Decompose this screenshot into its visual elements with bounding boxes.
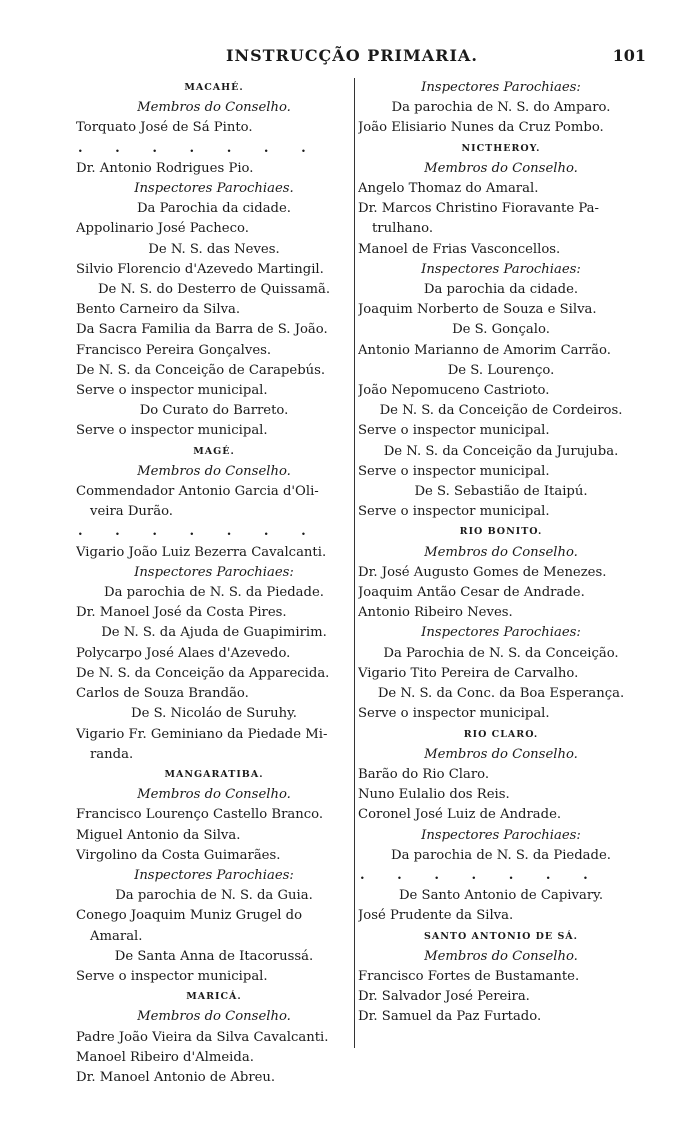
place-heading: MANGARATIBA. xyxy=(164,768,264,780)
parish-line: Da parochia da cidade. xyxy=(423,282,579,298)
text-line: Dr. José Augusto Gomes de Menezes. xyxy=(358,564,607,580)
text-line: Manoel de Frias Vasconcellos. xyxy=(358,241,561,257)
parish-line: De N. S. das Neves. xyxy=(148,241,280,257)
text-line: Appolinario José Pacheco. xyxy=(76,221,249,237)
section-heading: Membros do Conselho. xyxy=(137,1009,291,1025)
text-line: Vigario Tito Pereira de Carvalho. xyxy=(358,665,579,681)
ellipsis-line: . . . . . . . xyxy=(78,140,320,156)
text-line: José Prudente da Silva. xyxy=(358,908,514,924)
text-line: Torquato José de Sá Pinto. xyxy=(76,120,253,136)
text-line: Nuno Eulalio dos Reis. xyxy=(358,787,510,803)
text-line: veira Durão. xyxy=(90,504,173,520)
text-line: Commendador Antonio Garcia d'Oli- xyxy=(76,484,319,500)
section-heading: Inspectores Parochiaes: xyxy=(134,564,294,580)
text-line: Carlos de Souza Brandão. xyxy=(76,686,249,702)
text-line: Miguel Antonio da Silva. xyxy=(76,827,241,843)
text-line: Dr. Antonio Rodrigues Pio. xyxy=(76,160,254,176)
text-line: Silvio Florencio d'Azevedo Martingil. xyxy=(76,261,324,277)
section-heading: Inspectores Parochiaes: xyxy=(421,827,581,843)
text-line: Vigario João Luiz Bezerra Cavalcanti. xyxy=(76,544,327,560)
page-header xyxy=(76,46,646,72)
right-column xyxy=(358,78,644,1028)
text-line: Coronel José Luiz de Andrade. xyxy=(358,807,562,823)
column-divider xyxy=(354,78,355,1048)
text-line: De N. S. da Conceição da Apparecida. xyxy=(76,665,330,681)
text-line: Bento Carneiro da Silva. xyxy=(76,302,241,318)
parish-line: De Santo Antonio de Capivary. xyxy=(398,888,604,904)
text-line: trulhano. xyxy=(372,221,434,237)
parish-line: Da Parochia da cidade. xyxy=(136,201,291,217)
text-line: Francisco Lourenço Castello Branco. xyxy=(76,807,324,823)
place-heading: NICTHEROY. xyxy=(461,142,541,154)
section-heading: Membros do Conselho. xyxy=(137,100,291,116)
section-heading: Membros do Conselho. xyxy=(424,746,578,762)
text-line: Virgolino da Costa Guimarães. xyxy=(76,847,281,863)
text-line: Da Sacra Familia da Barra de S. João. xyxy=(76,322,328,338)
parish-line: Da parochia de N. S. da Guia. xyxy=(115,888,313,904)
page-number: 101 xyxy=(612,46,646,65)
parish-line: Do Curato do Barreto. xyxy=(139,403,289,419)
text-line: Barão do Rio Claro. xyxy=(358,766,490,782)
running-title: INSTRUCÇÃO PRIMARIA. xyxy=(226,46,478,65)
text-line: Amaral. xyxy=(90,928,143,944)
section-heading: Inspectores Parochiaes: xyxy=(421,625,581,641)
text-line: Manoel Ribeiro d'Almeida. xyxy=(76,1049,254,1065)
text-line: Serve o inspector municipal. xyxy=(358,504,550,520)
section-heading: Membros do Conselho. xyxy=(424,544,578,560)
section-heading: Membros do Conselho. xyxy=(137,463,291,479)
section-heading: Inspectores Parochiaes: xyxy=(134,867,294,883)
parish-line: De Santa Anna de Itacorussá. xyxy=(114,948,314,964)
place-heading: SANTO ANTONIO DE SÁ. xyxy=(423,930,578,942)
left-column xyxy=(76,78,352,1088)
text-line: Francisco Pereira Gonçalves. xyxy=(76,342,272,358)
text-line: Dr. Manoel Antonio de Abreu. xyxy=(76,1069,276,1085)
parish-line: De N. S. da Conceição da Jurujuba. xyxy=(383,443,619,459)
ellipsis-line: . . . . . . . xyxy=(78,524,320,540)
text-line: João Nepomuceno Castrioto. xyxy=(358,383,550,399)
parish-line: De N. S. da Conceição de Cordeiros. xyxy=(379,403,623,419)
parish-line: Da parochia de N. S. da Piedade. xyxy=(104,585,324,601)
text-line: João Elisiario Nunes da Cruz Pombo. xyxy=(358,120,604,136)
text-line: Serve o inspector municipal. xyxy=(76,423,268,439)
place-heading: MAGÉ. xyxy=(193,445,235,457)
text-line: Joaquim Antão Cesar de Andrade. xyxy=(358,585,585,601)
text-line: De N. S. da Conceição de Carapebús. xyxy=(76,362,326,378)
parish-line: De S. Gonçalo. xyxy=(452,322,550,338)
text-line: Antonio Marianno de Amorim Carrão. xyxy=(358,342,611,358)
section-heading: Membros do Conselho. xyxy=(137,787,291,803)
section-heading: Membros do Conselho. xyxy=(424,160,578,176)
text-line: Dr. Samuel da Paz Furtado. xyxy=(358,1009,542,1025)
parish-line: Da parochia de N. S. da Piedade. xyxy=(391,847,611,863)
text-line: Padre João Vieira da Silva Cavalcanti. xyxy=(76,1029,329,1045)
parish-line: De S. Lourenço. xyxy=(447,362,555,378)
text-line: Angelo Thomaz do Amaral. xyxy=(358,181,539,197)
text-line: Serve o inspector municipal. xyxy=(76,968,268,984)
text-line: Conego Joaquim Muniz Grugel do xyxy=(76,908,303,924)
place-heading: MACAHÉ. xyxy=(184,82,244,93)
text-line: Polycarpo José Alaes d'Azevedo. xyxy=(76,645,291,661)
text-line: Serve o inspector municipal. xyxy=(358,463,550,479)
place-heading: RIO CLARO. xyxy=(463,728,539,740)
text-line: Dr. Marcos Christino Fioravante Pa- xyxy=(358,201,599,217)
text-line: Dr. Salvador José Pereira. xyxy=(358,989,530,1005)
text-line: Joaquim Norberto de Souza e Silva. xyxy=(358,302,597,318)
parish-line: Da Parochia de N. S. da Conceição. xyxy=(383,645,619,661)
place-heading: RIO BONITO. xyxy=(459,526,543,538)
text-line: Serve o inspector municipal. xyxy=(76,383,268,399)
parish-line: De N. S. da Conc. da Boa Esperança. xyxy=(377,686,625,702)
text-line: Serve o inspector municipal. xyxy=(358,706,550,722)
section-heading: Inspectores Parochiaes. xyxy=(134,181,294,197)
parish-line: De N. S. do Desterro de Quissamã. xyxy=(97,282,331,298)
text-line: Serve o inspector municipal. xyxy=(358,423,550,439)
section-heading: Inspectores Parochiaes: xyxy=(421,80,581,95)
section-heading: Membros do Conselho. xyxy=(424,948,578,964)
parish-line: Da parochia de N. S. do Amparo. xyxy=(391,100,611,116)
parish-line: De S. Nicoláo de Suruhy. xyxy=(131,706,297,722)
text-line: Antonio Ribeiro Neves. xyxy=(358,605,513,621)
parish-line: De S. Sebastião de Itaipú. xyxy=(414,484,588,500)
ellipsis-line: . . . . . . . xyxy=(360,867,602,883)
place-heading: MARICÁ. xyxy=(186,991,242,1003)
parish-line: De N. S. da Ajuda de Guapimirim. xyxy=(101,625,327,641)
text-line: randa. xyxy=(90,746,134,762)
text-line: Francisco Fortes de Bustamante. xyxy=(358,968,580,984)
text-line: Dr. Manoel José da Costa Pires. xyxy=(76,605,287,621)
section-heading: Inspectores Parochiaes: xyxy=(421,261,581,277)
text-line: Vigario Fr. Geminiano da Piedade Mi- xyxy=(76,726,328,742)
